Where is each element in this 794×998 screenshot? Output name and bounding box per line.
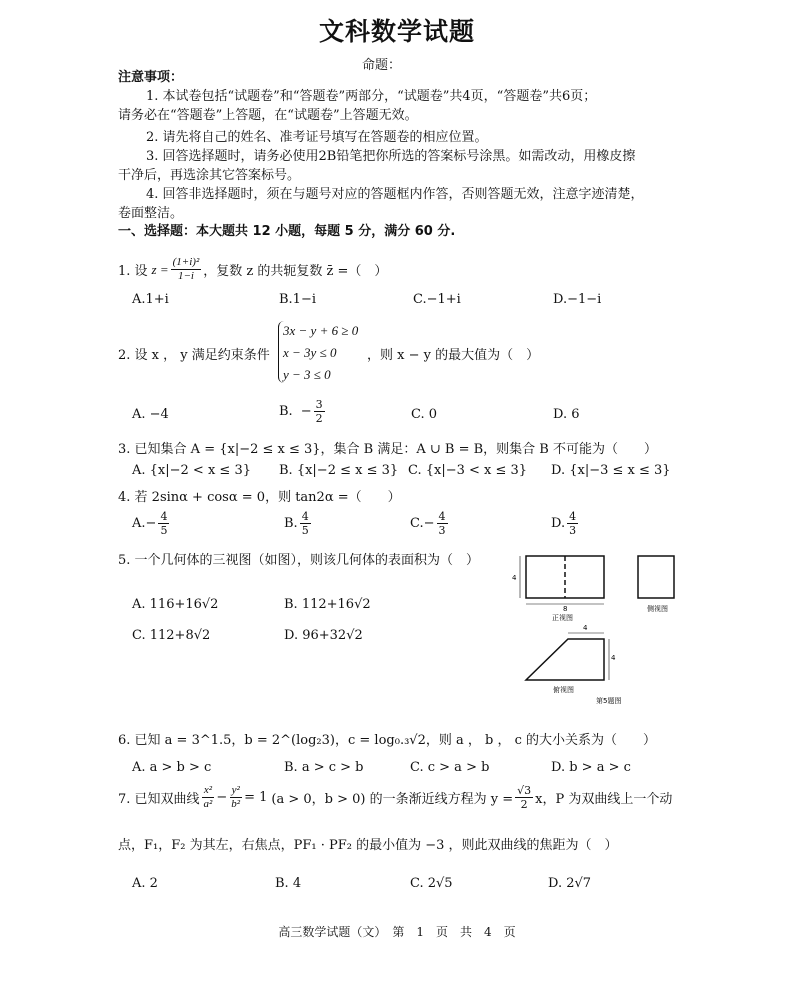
- page-footer: 高三数学试题（文） 第 1 页 共 4 页: [278, 925, 516, 939]
- notice-line: 3. 回答选择题时，请务必使用2B铅笔把你所选的答案标号涂黑。如需改动，用橡皮擦: [146, 149, 636, 164]
- option-c: C. 2√5: [410, 876, 453, 891]
- option-a: A. − $\frac{4}{5}$: [132, 510, 168, 537]
- notice-line: 2. 请先将自己的姓名、准考证号填写在答题卷的相应位置。: [146, 130, 488, 145]
- section-heading: 一、选择题：本大题共 12 小题，每题 5 分，满分 60 分.: [118, 224, 456, 239]
- q1-denominator: 1−i: [177, 270, 194, 282]
- question-4: 4. 若 2sinα + cosα = 0，则 tan2α =（ ）: [118, 490, 401, 505]
- q2-suffix: ，则 x − y 的最大值为（ ）: [367, 348, 540, 363]
- option-c: C.−1+i: [413, 292, 461, 307]
- question-5: 5. 一个几何体的三视图（如图），则该几何体的表面积为（ ）: [118, 553, 480, 568]
- option-c: C. c > a > b: [410, 760, 490, 775]
- question-6: 6. 已知 a = 3^1.5，b = 2^(log₂3)，c = log₀.₃√2，则 a ， b ， c 的大小关系为（ ）: [118, 733, 656, 748]
- option-b: B. a > c > b: [284, 760, 364, 775]
- q1-z: z =: [151, 261, 169, 277]
- q1-suffix: ，复数 z 的共轭复数 z̄ =（ ）: [203, 264, 388, 279]
- front-view-label: 正视图: [552, 614, 573, 622]
- option-a: A. −4: [132, 407, 169, 422]
- option-b: B. − $\frac{3}{2}$: [279, 398, 323, 425]
- notice-line: 干净后，再选涂其它答案标号。: [118, 168, 301, 183]
- question-7-line-2: 点，F₁，F₂ 为其左，右焦点，PF₁ · PF₂ 的最小值为 −3 ，则此双曲线的焦距为（ ）: [118, 838, 618, 853]
- option-b: B. 112+16√2: [284, 597, 371, 612]
- notice-heading: 注意事项：: [118, 70, 184, 85]
- top-width-label: 4: [583, 624, 588, 632]
- constraint: x − 3y ≤ 0: [283, 345, 337, 360]
- option-a: A. {x|−2 < x ≤ 3}: [132, 463, 251, 478]
- option-a: A. a > b > c: [132, 760, 212, 775]
- front-height-label: 4: [512, 574, 517, 582]
- constraint-system: [283, 320, 358, 386]
- option-d: D. b > a > c: [551, 760, 631, 775]
- option-d: D. $\frac{4}{3}$: [551, 510, 577, 537]
- option-b: B.1−i: [279, 292, 317, 307]
- option-d: D. 96+32√2: [284, 628, 363, 643]
- front-width-label: 8: [563, 605, 568, 613]
- page-title: 文科数学试题: [318, 17, 475, 46]
- option-a: A. 2: [132, 876, 158, 891]
- side-view-label: 侧视图: [647, 605, 668, 613]
- option-d: D. 6: [553, 407, 580, 422]
- option-d: D.−1−i: [553, 292, 602, 307]
- option-b: B. 4: [275, 876, 302, 891]
- constraint: y − 3 ≤ 0: [283, 367, 331, 382]
- option-d: D. {x|−3 ≤ x ≤ 3}: [551, 463, 671, 478]
- question-1: [118, 256, 387, 283]
- notice-line: 4. 回答非选择题时，须在与题号对应的答题框内作答，否则答题无效，注意字迹清楚，: [146, 187, 644, 202]
- option-c: C. 0: [411, 407, 438, 422]
- option-c: C. 112+8√2: [132, 628, 211, 643]
- top-height-label: 4: [611, 654, 616, 662]
- option-c: C. {x|−3 < x ≤ 3}: [408, 463, 528, 478]
- figure-caption: 第5题图: [596, 697, 622, 705]
- q1-numerator: (1+i)²: [172, 256, 200, 268]
- question-3: 3. 已知集合 A = {x|−2 ≤ x ≤ 3}，集合 B 满足：A ∪ B = B，则集合 B 不可能为（ ）: [118, 442, 657, 457]
- option-b: B. {x|−2 ≤ x ≤ 3}: [279, 463, 399, 478]
- question-7-line-1: 7. 已知双曲线 $\frac{\text{x²}}{\text{a²}}$ − $\frac{\text{y²}}{\text{b²}}$ = 1 (a > 0，b > 0) 的一条渐近线方程为 y = $\frac{√3}{2}$ x，P 为双曲线上一个动: [118, 784, 673, 811]
- notice-line: 请务必在“答题卷”上答题，在“试题卷”上答题无效。: [118, 108, 418, 123]
- constraint: 3x − y + 6 ≥ 0: [283, 323, 359, 338]
- side-view-rect: [638, 556, 674, 598]
- top-view-trapezoid: [526, 639, 604, 680]
- q2-prefix: 2. 设 x ， y 满足约束条件: [118, 348, 270, 363]
- q1-prefix: 1. 设: [118, 264, 148, 279]
- option-c: C. − $\frac{4}{3}$: [410, 510, 446, 537]
- notice-line: 1. 本试卷包括“试题卷”和“答题卷”两部分，“试题卷”共4页，“答题卷”共6页；: [146, 89, 597, 104]
- option-b: B. $\frac{4}{5}$: [284, 510, 309, 537]
- author-line: 命题：: [362, 58, 402, 73]
- three-view-figure: [508, 548, 698, 708]
- notice-line: 卷面整洁。: [118, 206, 184, 221]
- option-a: A. 116+16√2: [132, 597, 219, 612]
- top-view-label: 俯视图: [553, 686, 574, 694]
- option-a: A.1+i: [132, 292, 169, 307]
- option-d: D. 2√7: [548, 876, 592, 891]
